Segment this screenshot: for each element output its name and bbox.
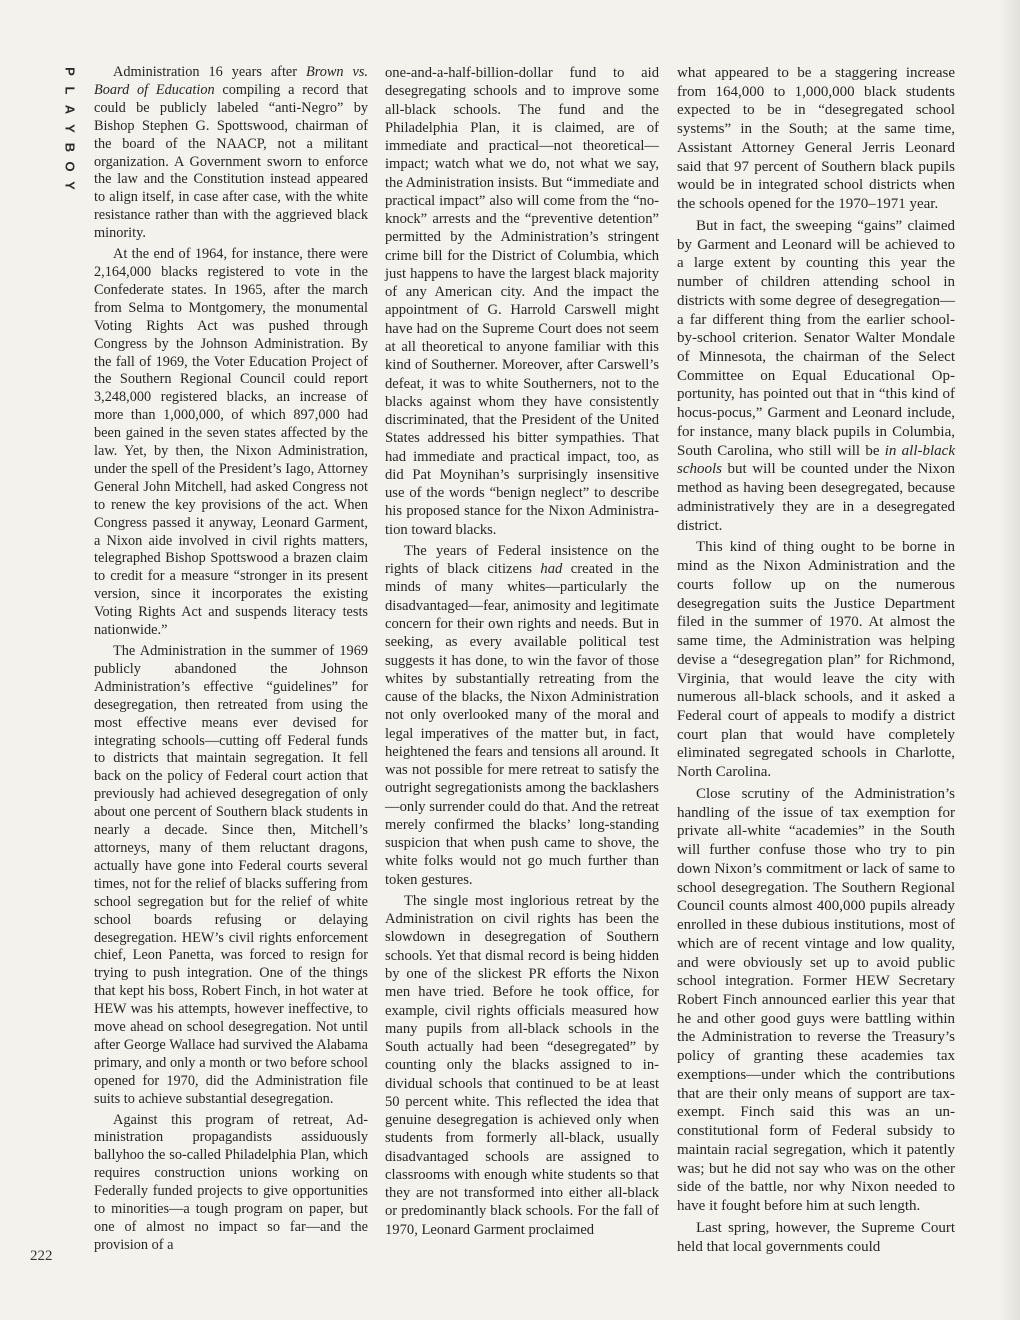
article-paragraph: [385, 542, 659, 889]
text-column-2: [385, 64, 659, 1239]
paragraph-text: Last spring, however, the Supreme Court held that local governments could: [677, 1219, 955, 1255]
article-paragraph: [94, 64, 368, 243]
article-paragraph: [94, 246, 368, 640]
masthead-letter: L: [62, 86, 78, 95]
paragraph-text: but will be counted under the Nixon method as having been desegregated, because administratively they are in a desegregated district.: [677, 461, 955, 534]
masthead-letter: A: [62, 104, 78, 115]
paragraph-text: The Administration in the summer of 1969 publicly abandoned the Johnson Administration’s effective “guidelines” for desegregation, then retreated from using the most effective means ever devised for integrating schools—cutting off Federal funds to districts that maintain segregation. It fell back on the policy of Federal court action that previously had achieved desegregation of only about one percent of Southern black students in nearly a decade. Since then, Mitchell’s attorneys, many of them reluctant dragons, actually have gone into Federal courts several times, not for the relief of blacks suffering from school segregation but for the relief of white school boards refusing or delaying desegregation. HEW’s civil rights enforcement chief, Leon Panetta, was forced to resign for trying to push integration. One of the things that kept his boss, Robert Finch, in hot water at HEW was his attempts, however ineffective, to move ahead on school desegregation. Not until after George Wallace had survived the Alabama primary, and only a month or two before school opened for 1970, did the Administration file suits to achieve substantial desegregation.: [94, 643, 368, 1107]
article-paragraph: [677, 1219, 955, 1256]
article-paragraph: [385, 64, 659, 539]
article-paragraph: [677, 785, 955, 1216]
paragraph-text: created in the minds of many whites—particularly the disadvantaged—fear, animosity and legitimate concern for their own rights and needs. But in seeking, as every available political test suggests it has done, to win the favor of those whites by substantially retreating from the cause of the blacks, the Nixon Administration not only overlooked many of the moral and legal imperatives of the matter but, in fact, heightened the fears and tensions all around. It was not possible for mere retreat to satisfy the outright segregationists among the backlashers—only surrender could do that. And the retreat merely confirmed the blacks’ long-standing suspicion that when push came to shove, the white folks would not go much further than token gestures.: [385, 561, 659, 888]
text-column-3: [677, 64, 955, 1256]
masthead-letter: Y: [62, 181, 78, 190]
article-paragraph: [94, 1112, 368, 1255]
article-paragraph: [385, 892, 659, 1239]
masthead-letter: P: [62, 67, 78, 76]
paragraph-text: At the end of 1964, for instance, there were 2,164,000 blacks registered to vote in the Confederate states. In 1965, after the march from Selma to Montgomery, the monumental Voting Rights Act was pushed through Congress by the Johnson Administration. By the fall of 1969, the Voter Education Project of the Southern Regional Council could report 3,248,000 registered blacks, an increase of more than 1,000,000, of which 897,000 had been gained in the seven states affected by the law. Yet, by then, the Nixon Administration, under the spell of the President’s Iago, Attorney General John Mitchell, had asked Congress not to renew the key provisions of the act. When Congress passed it anyway, Leonard Garment, a Nixon aide involved in civil rights matters, telegraphed Bishop Spottswood a brazen claim to credit for a measure “stronger in its present version, since it incorporates the existing Voting Rights Act and suspends literacy tests nationwide.”: [94, 246, 368, 639]
paragraph-text: But in fact, the sweeping “gains” claimed by Garment and Leonard will be achieved to a large extent by counting this year the number of children attending school in districts with some degree of desegregation—a far different thing from the earlier school-by-school criterion. Senator Walter Mondale of Minnesota, the chairman of the Select Committee on Equal Educational Opportunity, has pointed out that in “this kind of hocus-pocus,” Garment and Leonard include, for instance, many black pupils in Columbia, South Carolina, who still will be: [677, 217, 955, 459]
paragraph-text: Administration 16 years after: [113, 64, 306, 80]
article-paragraph: [677, 538, 955, 782]
paragraph-text: The years of Federal insistence on the rights of black citizens: [385, 542, 659, 578]
paragraph-text: The single most inglorious retreat by the Administration on civil rights has been the slowdown in desegregation of Southern schools. Yet that dismal record is being hidden by one of the slickest PR efforts the Nixon men have tried. Before he took office, for example, civil rights officials measured how many pupils from all-black schools in the South actually had been “desegregated” by counting only the blacks assigned to individual schools that continued to be at least 50 percent white. This reflected the idea that genuine desegregation is achieved only when students from formerly all-black, usually disadvantaged schools are assigned to classrooms with enough white students so that they are not transformed into either all-black or predominantly black schools. For the fall of 1970, Leonard Garment proclaimed: [385, 892, 659, 1238]
playboy-masthead: [60, 62, 80, 195]
article-paragraph: [94, 643, 368, 1109]
article-paragraph: [677, 217, 955, 535]
italic-text: Brown vs. Board of Education: [94, 64, 368, 98]
text-column-1: [94, 64, 368, 1255]
paragraph-text: This kind of thing ought to be borne in mind as the Nixon Administration and the courts follow up on the numerous desegregation suits the Justice Department filed in the summer of 1970. At almost the same time, the Administration was helping devise a “desegregation plan” for Richmond, Virginia, that would leave the city with numerous all-black schools, and it asked a Federal court of appeals to modify a district court plan that would have completely eliminated segregated schools in Charlotte, North Carolina.: [677, 539, 955, 781]
paragraph-text: one-and-a-half-billion-dollar fund to aid desegregating schools and to improve some all-black schools. The fund and the Philadelphia Plan, it is claimed, are of immediate and practical—not theoretical—impact; watch what we do, not what we say, the Administration insists. But “immediate and practical impact” also will come from the “no-knock” arrests and the “preventive detention” permitted by the Administration’s stringent crime bill for the District of Columbia, which just happens to have the largest black majority of any American city. And the impact the appointment of G. Harrold Carswell might have had on the Supreme Court does not seem at all theoretical to anyone familiar with this kind of Southerner. Moreover, after Carswell’s defeat, it was to white Southerners, not to the blacks against whom they have consistently discriminated, that the President of the United States addressed his bitter sympathies. That had immediate and practical impact, too, as did Pat Moynihan’s surprisingly insensitive use of the words “benign neglect” to describe his proposed stance for the Nixon Administration toward blacks.: [385, 65, 660, 538]
page-edge-shadow: [998, 0, 1020, 1320]
page-number: 222: [30, 1248, 53, 1264]
paragraph-text: Against this program of retreat, Administration propagandists assiduously ballyhoo the so-called Philadelphia Plan, which requires construction unions working on Federally funded projects to give opportunities to minorities—a tough program on paper, but one of almost no impact so far—and the provision of a: [94, 1111, 368, 1253]
masthead-letter: Y: [62, 124, 78, 133]
masthead-letter: B: [62, 142, 78, 153]
masthead-letter: O: [62, 161, 78, 172]
paragraph-text: Close scrutiny of the Administration’s handling of the issue of tax exemption for private all-white “academies” in the South will further confuse those who try to pin down Nixon’s commitment or lack of same to school desegregation. The Southern Regional Council counts almost 400,000 pupils already enrolled in these dubious institutions, most of which are of recent vintage and low quality, and were obviously set up to avoid public school integration. Former HEW Secretary Robert Finch announced earlier this year that he and other good guys were battling within the Administration to reverse the Treasury’s policy of granting these academies tax exemptions—under which the contributions that are their only means of support are tax-exempt. Finch said this was an unconstitutional form of Federal subsidy to maintain racial segregation, which it patently was; but he did not say who was on the other side of the battle, nor why Nixon needed to have it fought before him at such length.: [677, 785, 955, 1215]
article-paragraph: [677, 64, 955, 214]
italic-text: had: [540, 561, 563, 578]
italic-text: in all-black schools: [677, 442, 955, 478]
paragraph-text: what appeared to be a staggering increase from 164,000 to 1,000,000 black students expected to be in “desegregated school systems” in the South; at the same time, Assistant Attorney General Jerris Leonard said that 97 percent of Southern black pupils would be in integrated school districts when the schools opened for the 1970–1971 year.: [677, 65, 955, 213]
paragraph-text: compiling a record that could be publicly labeled “anti-Negro” by Bishop Stephen G. Spottswood, chairman of the board of the NAACP, not a militant organization. A Government sworn to enforce the law and the Constitution instead appeared to align itself, in case after case, with the white resistance rather than with the aggrieved black minority.: [94, 81, 368, 242]
